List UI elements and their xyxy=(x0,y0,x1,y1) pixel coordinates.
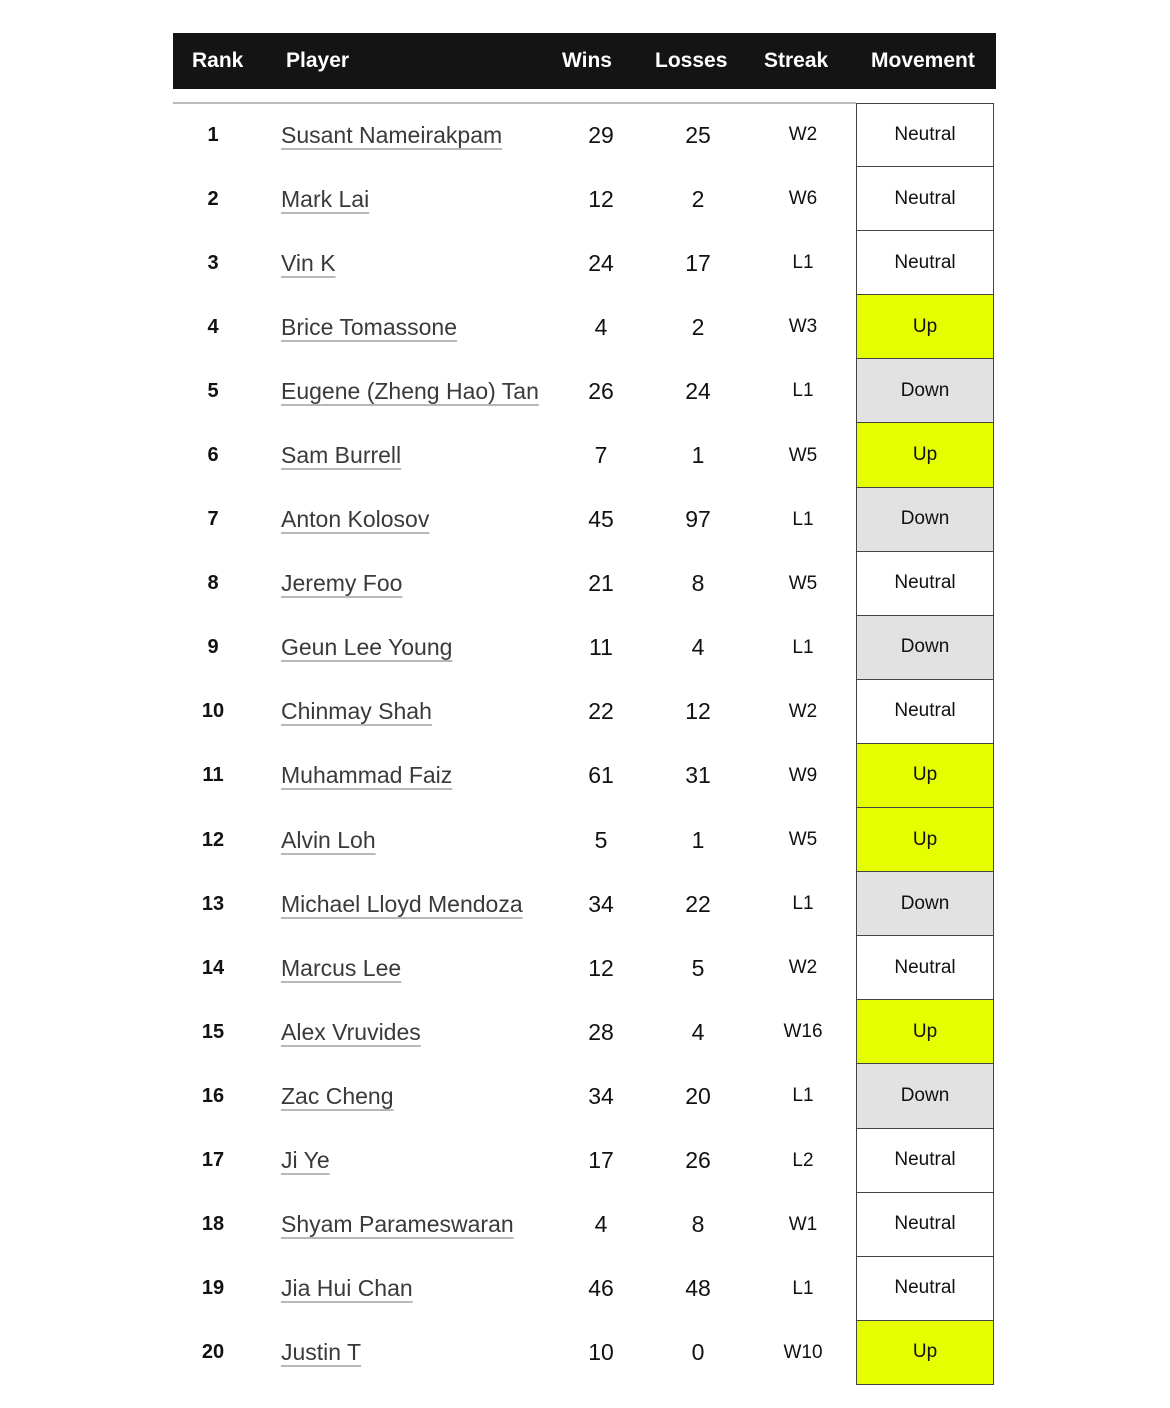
player-link[interactable]: Anton Kolosov xyxy=(281,506,430,533)
table-row xyxy=(173,231,996,295)
movement-badge: Neutral xyxy=(856,1129,994,1193)
rank-cell: 19 xyxy=(201,1277,225,1300)
player-link[interactable]: Jia Hui Chan xyxy=(281,1275,413,1302)
losses-cell: 26 xyxy=(685,1147,711,1174)
wins-cell: 26 xyxy=(588,377,614,404)
movement-badge: Down xyxy=(856,359,994,423)
player-cell xyxy=(281,1257,581,1321)
wins-cell: 28 xyxy=(588,1018,614,1045)
header-movement: Movement xyxy=(871,49,975,72)
player-cell xyxy=(281,1064,581,1128)
player-link[interactable]: Alvin Loh xyxy=(281,826,376,853)
streak-cell: W1 xyxy=(788,1213,818,1235)
movement-badge: Down xyxy=(856,872,994,936)
player-link[interactable]: Zac Cheng xyxy=(281,1082,394,1109)
player-cell xyxy=(281,295,581,359)
losses-cell: 2 xyxy=(691,313,705,340)
wins-cell: 4 xyxy=(594,313,608,340)
table-row xyxy=(173,1321,996,1385)
player-cell xyxy=(281,359,581,423)
streak-cell: L1 xyxy=(792,508,814,530)
losses-cell: 17 xyxy=(685,249,711,276)
movement-badge: Neutral xyxy=(856,231,994,295)
table-body xyxy=(173,103,996,1385)
player-cell xyxy=(281,744,581,808)
wins-cell: 34 xyxy=(588,1082,614,1109)
losses-cell: 4 xyxy=(691,634,705,661)
table-row xyxy=(173,744,996,808)
rank-cell: 12 xyxy=(201,828,225,851)
wins-cell: 7 xyxy=(594,442,608,469)
player-link[interactable]: Jeremy Foo xyxy=(281,570,403,597)
player-cell xyxy=(281,936,581,1000)
header-streak: Streak xyxy=(764,49,829,72)
movement-badge: Down xyxy=(856,488,994,552)
wins-cell: 22 xyxy=(588,698,614,725)
losses-cell: 22 xyxy=(685,890,711,917)
rank-cell: 10 xyxy=(201,700,225,723)
rank-cell: 3 xyxy=(207,251,219,274)
losses-cell: 5 xyxy=(691,954,705,981)
table-row xyxy=(173,680,996,744)
losses-cell: 2 xyxy=(691,185,705,212)
streak-cell: W2 xyxy=(788,957,818,979)
streak-cell: W2 xyxy=(788,124,818,146)
header-wins: Wins xyxy=(562,49,612,72)
rank-cell: 7 xyxy=(207,508,219,531)
player-cell xyxy=(281,1193,581,1257)
player-link[interactable]: Geun Lee Young xyxy=(281,634,453,661)
streak-cell: L1 xyxy=(792,1277,814,1299)
player-link[interactable]: Shyam Parameswaran xyxy=(281,1211,514,1238)
player-cell xyxy=(281,231,581,295)
losses-cell: 8 xyxy=(691,1211,705,1238)
player-link[interactable]: Vin K xyxy=(281,249,336,276)
wins-cell: 46 xyxy=(588,1275,614,1302)
rank-cell: 4 xyxy=(207,315,219,338)
movement-badge: Neutral xyxy=(856,552,994,616)
streak-cell: W5 xyxy=(788,572,818,594)
player-cell xyxy=(281,808,581,872)
streak-cell: L1 xyxy=(792,252,814,274)
player-cell xyxy=(281,616,581,680)
rank-cell: 6 xyxy=(207,444,219,467)
losses-cell: 12 xyxy=(685,698,711,725)
table-row xyxy=(173,423,996,487)
player-link[interactable]: Ji Ye xyxy=(281,1147,330,1174)
rank-cell: 15 xyxy=(201,1020,225,1043)
streak-cell: W5 xyxy=(788,829,818,851)
table-row xyxy=(173,808,996,872)
movement-badge: Neutral xyxy=(856,1257,994,1321)
table-row xyxy=(173,616,996,680)
table-row xyxy=(173,1257,996,1321)
player-link[interactable]: Mark Lai xyxy=(281,185,370,212)
table-row xyxy=(173,103,996,167)
player-link[interactable]: Susant Nameirakpam xyxy=(281,121,503,148)
losses-cell: 48 xyxy=(685,1275,711,1302)
losses-cell: 25 xyxy=(685,121,711,148)
losses-cell: 8 xyxy=(691,570,705,597)
movement-badge: Neutral xyxy=(856,1193,994,1257)
leaderboard-table xyxy=(173,33,996,1366)
movement-badge: Up xyxy=(856,744,994,808)
player-cell xyxy=(281,1000,581,1064)
streak-cell: W3 xyxy=(788,316,818,338)
streak-cell: W2 xyxy=(788,700,818,722)
table-row xyxy=(173,1193,996,1257)
table-row xyxy=(173,1000,996,1064)
movement-badge: Up xyxy=(856,295,994,359)
movement-badge: Up xyxy=(856,1321,994,1385)
rank-cell: 16 xyxy=(201,1084,225,1107)
streak-cell: L1 xyxy=(792,1085,814,1107)
header-player: Player xyxy=(286,49,350,72)
table-row xyxy=(173,167,996,231)
player-link[interactable]: Justin T xyxy=(281,1339,362,1366)
rank-cell: 18 xyxy=(201,1213,225,1236)
rank-cell: 17 xyxy=(201,1149,225,1172)
rank-cell: 5 xyxy=(207,379,219,402)
streak-cell: W6 xyxy=(788,188,818,210)
table-row xyxy=(173,872,996,936)
movement-badge: Down xyxy=(856,1064,994,1128)
table-row xyxy=(173,1129,996,1193)
rank-cell: 14 xyxy=(201,956,225,979)
movement-badge: Neutral xyxy=(856,167,994,231)
wins-cell: 29 xyxy=(588,121,614,148)
losses-cell: 31 xyxy=(685,762,711,789)
streak-cell: L1 xyxy=(792,380,814,402)
wins-cell: 34 xyxy=(588,890,614,917)
player-link[interactable]: Sam Burrell xyxy=(281,442,402,469)
wins-cell: 17 xyxy=(588,1147,614,1174)
table-row xyxy=(173,1064,996,1128)
table-row xyxy=(173,488,996,552)
losses-cell: 1 xyxy=(691,442,705,469)
movement-badge: Down xyxy=(856,616,994,680)
player-cell xyxy=(281,680,581,744)
table-row xyxy=(173,552,996,616)
player-link[interactable]: Marcus Lee xyxy=(281,954,402,981)
rank-cell: 20 xyxy=(201,1341,225,1364)
losses-cell: 0 xyxy=(691,1339,705,1366)
streak-cell: W10 xyxy=(783,1341,823,1363)
movement-badge: Up xyxy=(856,423,994,487)
rank-cell: 9 xyxy=(207,636,219,659)
player-link[interactable]: Muhammad Faiz xyxy=(281,762,453,789)
rank-cell: 1 xyxy=(207,123,219,146)
header-losses: Losses xyxy=(655,49,728,72)
movement-badge: Up xyxy=(856,808,994,872)
movement-badge: Neutral xyxy=(856,936,994,1000)
wins-cell: 12 xyxy=(588,954,614,981)
player-link[interactable]: Chinmay Shah xyxy=(281,698,432,725)
wins-cell: 4 xyxy=(594,1211,608,1238)
player-cell xyxy=(281,872,581,936)
losses-cell: 1 xyxy=(691,826,705,853)
table-row xyxy=(173,295,996,359)
player-link[interactable]: Alex Vruvides xyxy=(281,1018,421,1045)
wins-cell: 11 xyxy=(589,634,613,661)
player-cell xyxy=(281,552,581,616)
streak-cell: L1 xyxy=(792,893,814,915)
player-cell xyxy=(281,103,581,167)
player-link[interactable]: Brice Tomassone xyxy=(281,313,457,340)
player-link[interactable]: Eugene (Zheng Hao) Tan xyxy=(281,377,539,404)
table-header xyxy=(173,33,996,89)
table-row xyxy=(173,936,996,1000)
streak-cell: L2 xyxy=(792,1149,814,1171)
movement-badge: Neutral xyxy=(856,680,994,744)
player-cell xyxy=(281,488,581,552)
rank-cell: 11 xyxy=(202,764,224,787)
player-link[interactable]: Michael Lloyd Mendoza xyxy=(281,890,523,917)
movement-badge: Up xyxy=(856,1000,994,1064)
losses-cell: 97 xyxy=(685,506,711,533)
movement-badge: Neutral xyxy=(856,103,994,167)
player-cell xyxy=(281,1129,581,1193)
wins-cell: 5 xyxy=(594,826,608,853)
rank-cell: 2 xyxy=(207,187,219,210)
player-cell xyxy=(281,167,581,231)
player-cell xyxy=(281,1321,581,1385)
losses-cell: 4 xyxy=(691,1018,705,1045)
streak-cell: W16 xyxy=(783,1021,823,1043)
wins-cell: 61 xyxy=(588,762,614,789)
wins-cell: 10 xyxy=(588,1339,614,1366)
streak-cell: L1 xyxy=(792,636,814,658)
player-cell xyxy=(281,423,581,487)
wins-cell: 45 xyxy=(588,506,614,533)
losses-cell: 24 xyxy=(685,377,711,404)
wins-cell: 12 xyxy=(588,185,614,212)
wins-cell: 21 xyxy=(588,570,614,597)
header-rank: Rank xyxy=(192,49,244,72)
streak-cell: W9 xyxy=(788,764,818,786)
wins-cell: 24 xyxy=(588,249,614,276)
rank-cell: 8 xyxy=(207,572,219,595)
streak-cell: W5 xyxy=(788,444,818,466)
losses-cell: 20 xyxy=(685,1082,711,1109)
rank-cell: 13 xyxy=(201,892,225,915)
table-row xyxy=(173,359,996,423)
